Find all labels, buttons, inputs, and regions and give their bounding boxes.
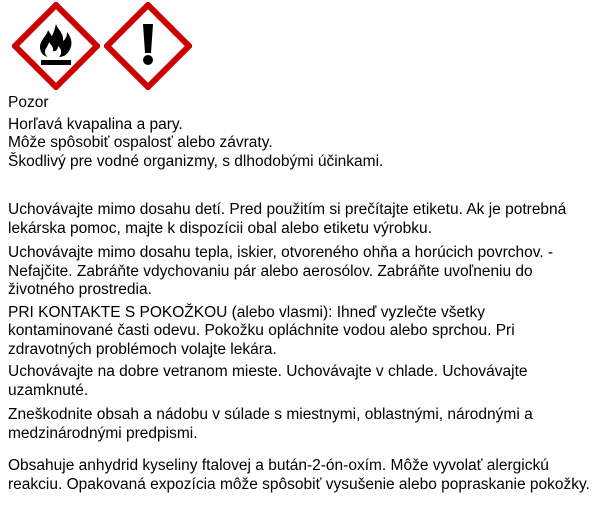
flame-icon: [12, 2, 100, 90]
hazard-statement: Horľavá kvapalina a pary.: [8, 115, 183, 133]
signal-word: Pozor: [8, 94, 49, 111]
precautionary-statement: Zneškodnite obsah a nádobu v súlade s miestnymi, oblastnými, národnými a medzinárodnými predpismi.: [8, 406, 533, 442]
precautionary-statement: PRI KONTAKTE S POKOŽKOU (alebo vlasmi): Ihneď vyzlečte všetky kontaminované časti odevu. Pokožku opláchnite vodou alebo sprchou. Pri zdravotných problémoch volajte lekára.: [8, 303, 515, 358]
ghs-pictograms: [6, 2, 196, 90]
precautionary-statement: Uchovávajte mimo dosahu tepla, iskier, otvoreného ohňa a horúcich povrchov. - Nefajčite. Zabráňte vdychovaniu pár alebo aerosólov. Zabráňte uvoľneniu do životného prostredia.: [8, 244, 554, 298]
label-text: [8, 94, 592, 494]
precautionary-statements: [8, 201, 592, 443]
hazard-statement: Škodlivý pre vodné organizmy, s dlhodobými účinkami.: [8, 152, 384, 170]
supplemental-information: Obsahuje anhydrid kyseliny ftalovej a bután-2-ón-oxím. Môže vyvolať alergickú reakciu. Opakovaná expozícia môže spôsobiť vysušenie alebo popraskanie pokožky.: [8, 457, 590, 493]
exclamation-icon: [104, 2, 192, 90]
hazard-statement: Môže spôsobiť ospalosť alebo závraty.: [8, 134, 273, 151]
precautionary-statement: Uchovávajte mimo dosahu detí. Pred použitím si prečítajte etiketu. Ak je potrebná lekárska pomoc, majte k dispozícii obal alebo etiketu výrobku.: [8, 201, 567, 237]
hazard-statements: [8, 116, 592, 172]
precautionary-statement: Uchovávajte na dobre vetranom mieste. Uchovávajte v chlade. Uchovávajte uzamknuté.: [8, 363, 528, 399]
